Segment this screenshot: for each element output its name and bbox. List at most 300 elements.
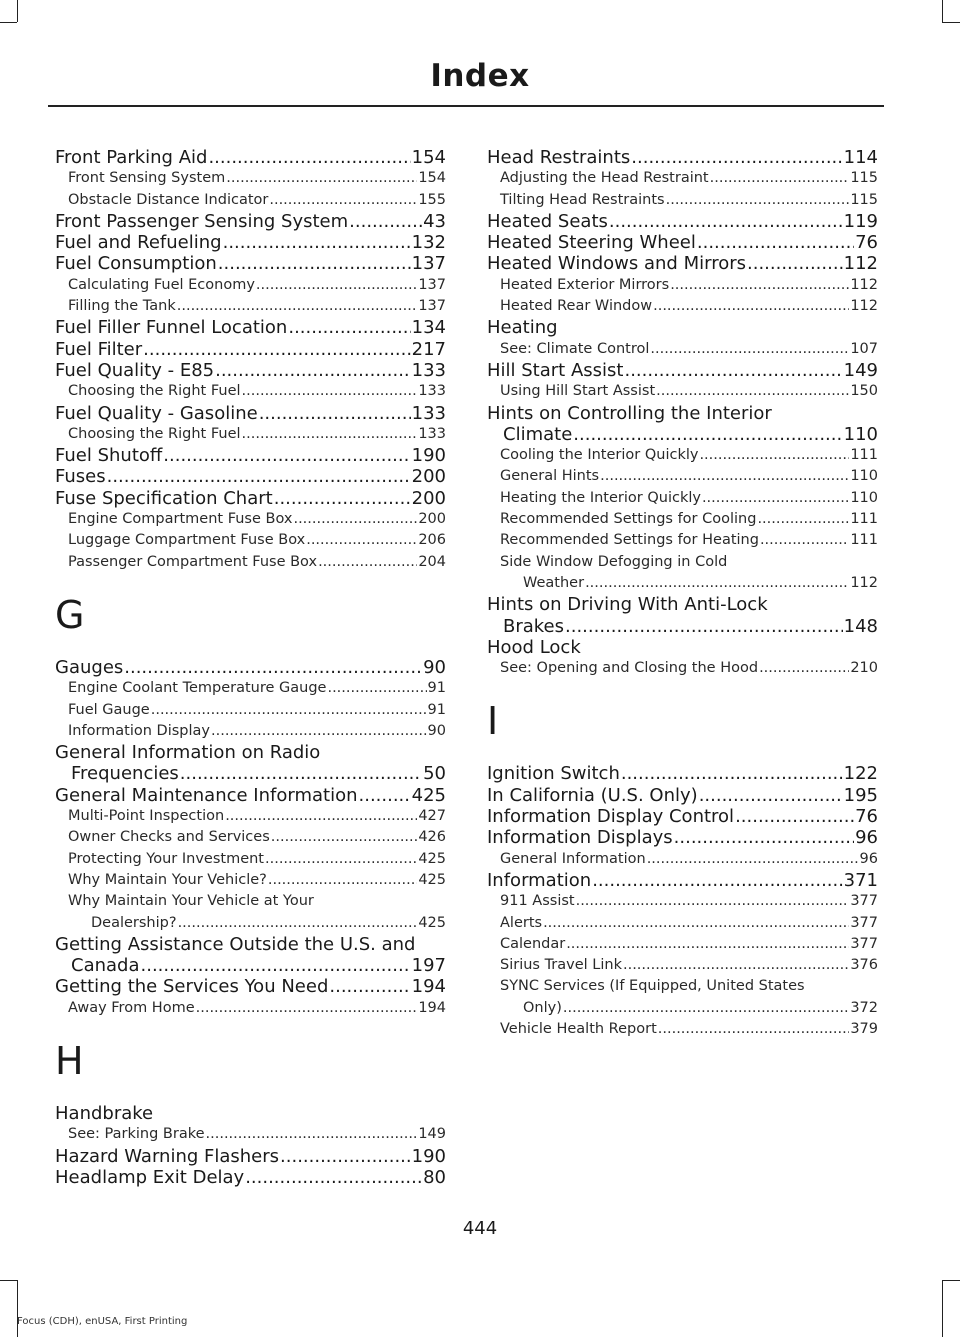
leader-dots	[180, 763, 422, 784]
entry-label: See: Parking Brake	[68, 1126, 205, 1143]
entry-page-number[interactable]: 372	[850, 999, 878, 1016]
entry-label: Hints on Driving With Anti-Lock	[487, 594, 768, 616]
entry-page-number[interactable]: 200	[411, 487, 446, 509]
entry-page-number[interactable]: 133	[411, 359, 446, 381]
leader-dots	[699, 785, 843, 806]
entry-label: Hints on Controlling the Interior	[487, 402, 772, 424]
entry-page-number[interactable]: 111	[850, 447, 878, 464]
index-subentry[interactable]	[487, 190, 878, 211]
entry-label: Fuel Shutoff	[55, 445, 163, 467]
entry-page-number[interactable]: 155	[418, 191, 446, 208]
index-subentry[interactable]	[55, 678, 446, 699]
leader-dots	[697, 232, 854, 253]
entry-label: Information	[487, 869, 592, 891]
entry-label: Away From Home	[68, 999, 195, 1016]
leader-dots	[271, 827, 418, 848]
entry-label: Fuel Filter	[55, 338, 143, 360]
entry-label: General Information	[500, 850, 646, 867]
entry-label: General Hints	[500, 468, 600, 485]
index-subentry[interactable]	[487, 530, 878, 551]
leader-dots	[274, 488, 411, 509]
entry-label: Fuse Specification Chart	[55, 487, 273, 509]
entry-label: Filling the Tank	[68, 298, 176, 315]
entry-page-number[interactable]: 377	[850, 893, 878, 910]
index-entry[interactable]	[487, 785, 878, 806]
entry-label: Fuel Consumption	[55, 253, 217, 275]
index-entry[interactable]	[55, 445, 446, 466]
entry-page-number[interactable]: 110	[850, 468, 878, 485]
entry-page-number[interactable]: 149	[843, 359, 878, 381]
entry-page-number[interactable]: 110	[843, 423, 878, 445]
index-subentry[interactable]	[487, 976, 878, 1019]
entry-label: Getting the Services You Need	[55, 976, 329, 998]
leader-dots	[306, 530, 417, 551]
entry-label: Heating	[487, 317, 558, 339]
entry-page-number[interactable]: 149	[418, 1126, 446, 1143]
index-entry[interactable]	[55, 317, 446, 338]
index-entry[interactable]	[487, 147, 878, 168]
leader-dots	[747, 253, 843, 274]
index-subentry[interactable]	[487, 849, 878, 870]
index-subentry[interactable]	[487, 1019, 878, 1040]
entry-page-number[interactable]: 96	[859, 850, 878, 867]
index-subentry[interactable]	[55, 891, 446, 934]
index-subentry[interactable]	[55, 296, 446, 317]
entry-page-number[interactable]: 425	[418, 871, 446, 888]
index-subentry[interactable]	[55, 1124, 446, 1145]
entry-page-number[interactable]: 115	[850, 170, 878, 187]
entry-page-number[interactable]: 190	[411, 445, 446, 467]
entry-label: Cooling the Interior Quickly	[500, 447, 699, 464]
entry-label-continued: Weather	[523, 574, 585, 591]
entry-page-number[interactable]: 427	[418, 808, 446, 825]
leader-dots	[268, 870, 417, 891]
entry-page-number[interactable]: 425	[418, 914, 446, 931]
leader-dots	[196, 998, 418, 1019]
index-subentry[interactable]	[55, 870, 446, 891]
entry-page-number[interactable]: 114	[843, 147, 878, 168]
index-entry[interactable]	[487, 211, 878, 232]
entry-label: Ignition Switch	[487, 763, 620, 785]
index-entry[interactable]	[55, 466, 446, 487]
entry-label: Heating the Interior Quickly	[500, 489, 701, 506]
entry-label: Recommended Settings for Heating	[500, 532, 759, 549]
entry-page-number[interactable]: 115	[850, 191, 878, 208]
entry-label: Using Hill Start Assist	[500, 383, 656, 400]
leader-dots	[647, 849, 859, 870]
leader-dots	[702, 488, 849, 509]
index-column-left	[55, 147, 446, 1188]
crop-mark	[942, 1280, 943, 1337]
entry-label: Hill Start Assist	[487, 359, 624, 381]
leader-dots	[757, 509, 849, 530]
index-entry[interactable]	[487, 403, 878, 446]
leader-dots	[600, 466, 849, 487]
index-subentry[interactable]	[55, 998, 446, 1019]
entry-label: Fuel Gauge	[68, 701, 150, 718]
index-subentry[interactable]	[55, 530, 446, 551]
entry-label: Fuses	[55, 466, 106, 488]
entry-label: Gauges	[55, 656, 124, 678]
entry-page-number[interactable]: 91	[427, 701, 446, 718]
entry-label: Fuel Filler Funnel Location	[55, 317, 288, 339]
entry-page-number[interactable]: 425	[418, 850, 446, 867]
leader-dots	[215, 360, 411, 381]
leader-dots	[674, 827, 854, 848]
index-section-letter: H	[55, 1038, 84, 1083]
index-subentry[interactable]	[487, 955, 878, 976]
entry-label: Getting Assistance Outside the U.S. and	[55, 933, 416, 955]
index-subentry[interactable]	[487, 381, 878, 402]
entry-page-number[interactable]: 50	[423, 763, 446, 785]
index-subentry[interactable]	[487, 466, 878, 487]
entry-page-number[interactable]: 200	[418, 511, 446, 528]
crop-mark	[942, 22, 960, 23]
leader-dots	[576, 891, 850, 912]
entry-page-number[interactable]: 80	[423, 1166, 446, 1188]
leader-dots	[592, 870, 842, 891]
index-entry[interactable]	[55, 1103, 446, 1124]
leader-dots	[107, 466, 411, 487]
entry-label: See: Opening and Closing the Hood	[500, 660, 759, 677]
leader-dots	[349, 211, 422, 232]
index-entry[interactable]	[55, 976, 446, 997]
entry-page-number[interactable]: 76	[855, 806, 878, 828]
leader-dots	[256, 275, 417, 296]
entry-page-number[interactable]: 194	[411, 976, 446, 998]
index-subentry[interactable]	[487, 509, 878, 530]
entry-label: Handbrake	[55, 1102, 154, 1124]
entry-label-continued: Brakes	[503, 615, 565, 637]
leader-dots	[211, 721, 427, 742]
entry-label-continued: Only)	[523, 999, 562, 1016]
entry-label: SYNC Services (If Equipped, United States	[500, 978, 805, 995]
entry-page-number[interactable]: 148	[843, 615, 878, 637]
entry-label: Information Display Control	[487, 806, 735, 828]
index-entry[interactable]	[55, 785, 446, 806]
entry-label: Alerts	[500, 914, 543, 931]
leader-dots	[218, 253, 411, 274]
entry-label: Heated Steering Wheel	[487, 232, 696, 254]
entry-label: Choosing the Right Fuel	[68, 425, 241, 442]
leader-dots	[245, 1167, 422, 1188]
index-subentry[interactable]	[487, 552, 878, 595]
entry-page-number[interactable]: 119	[843, 210, 878, 232]
leader-dots	[178, 913, 418, 934]
entry-page-number[interactable]: 112	[850, 298, 878, 315]
index-entry[interactable]	[55, 232, 446, 253]
index-entry[interactable]	[487, 594, 878, 637]
index-entry[interactable]	[487, 827, 878, 848]
leader-dots	[699, 445, 849, 466]
index-entry[interactable]	[55, 657, 446, 678]
index-entry[interactable]	[487, 806, 878, 827]
entry-page-number[interactable]: 190	[411, 1145, 446, 1167]
entry-page-number[interactable]: 379	[850, 1020, 878, 1037]
index-entry[interactable]	[55, 934, 446, 977]
index-subentry[interactable]	[55, 190, 446, 211]
entry-page-number[interactable]: 110	[850, 489, 878, 506]
entry-page-number[interactable]: 425	[411, 784, 446, 806]
entry-label: General Maintenance Information	[55, 784, 358, 806]
entry-label: Heated Rear Window	[500, 298, 653, 315]
footer-text: Focus (CDH), enUSA, First Printing	[17, 1316, 188, 1327]
entry-label: Heated Seats	[487, 210, 608, 232]
crop-mark	[0, 22, 17, 23]
index-column-right	[487, 147, 878, 1040]
entry-page-number[interactable]: 112	[850, 276, 878, 293]
entry-label: Fuel Quality - E85	[55, 359, 215, 381]
entry-label-continued: Frequencies	[71, 763, 179, 785]
leader-dots	[329, 976, 410, 997]
entry-label: Passenger Compartment Fuse Box	[68, 553, 318, 570]
leader-dots	[265, 849, 417, 870]
index-entry[interactable]	[55, 488, 446, 509]
leader-dots	[143, 339, 410, 360]
entry-label: Calendar	[500, 935, 566, 952]
entry-page-number[interactable]: 96	[855, 827, 878, 849]
entry-page-number[interactable]: 122	[843, 763, 878, 785]
entry-page-number[interactable]: 137	[418, 276, 446, 293]
leader-dots	[585, 573, 849, 594]
entry-label: Engine Compartment Fuse Box	[68, 511, 293, 528]
index-subentry[interactable]	[55, 552, 446, 573]
entry-page-number[interactable]: 154	[411, 147, 446, 168]
entry-label: Protecting Your Investment	[68, 850, 264, 867]
leader-dots	[658, 1019, 850, 1040]
entry-page-number[interactable]: 111	[850, 511, 878, 528]
entry-label-continued: Dealership?	[91, 914, 177, 931]
entry-page-number[interactable]: 43	[423, 210, 446, 232]
entry-label: Engine Coolant Temperature Gauge	[68, 680, 327, 697]
entry-page-number[interactable]: 377	[850, 935, 878, 952]
entry-label: See: Climate Control	[500, 340, 650, 357]
leader-dots	[259, 403, 411, 424]
entry-page-number[interactable]: 204	[418, 553, 446, 570]
entry-label: In California (U.S. Only)	[487, 784, 698, 806]
leader-dots	[141, 955, 411, 976]
index-subentry[interactable]	[55, 424, 446, 445]
index-subentry[interactable]	[487, 445, 878, 466]
entry-page-number[interactable]: 376	[850, 957, 878, 974]
leader-dots	[760, 530, 849, 551]
leader-dots	[566, 934, 849, 955]
index-entry[interactable]	[55, 360, 446, 381]
entry-label: Adjusting the Head Restraint	[500, 170, 709, 187]
entry-page-number[interactable]: 377	[850, 914, 878, 931]
index-subentry[interactable]	[487, 275, 878, 296]
entry-page-number[interactable]: 217	[411, 338, 446, 360]
leader-dots	[653, 296, 849, 317]
leader-dots	[293, 509, 417, 530]
leader-dots	[177, 296, 418, 317]
leader-dots	[543, 913, 849, 934]
leader-dots	[208, 147, 410, 168]
entry-page-number[interactable]: 112	[843, 253, 878, 275]
index-subentry[interactable]	[55, 509, 446, 530]
entry-page-number[interactable]: 132	[411, 232, 446, 254]
leader-dots	[206, 1124, 418, 1145]
index-entry[interactable]	[55, 211, 446, 232]
leader-dots	[563, 998, 849, 1019]
leader-dots	[565, 616, 843, 637]
entry-page-number[interactable]: 91	[427, 680, 446, 697]
page-title: Index	[430, 58, 530, 94]
leader-dots	[163, 445, 410, 466]
leader-dots	[151, 700, 427, 721]
index-entry[interactable]	[487, 870, 878, 891]
entry-page-number[interactable]: 206	[418, 532, 446, 549]
entry-page-number[interactable]: 76	[855, 232, 878, 254]
index-entry[interactable]	[55, 403, 446, 424]
index-entry[interactable]	[55, 339, 446, 360]
entry-label: Why Maintain Your Vehicle at Your	[68, 893, 314, 910]
index-subentry[interactable]	[55, 806, 446, 827]
index-subentry[interactable]	[55, 700, 446, 721]
leader-dots	[710, 168, 850, 189]
entry-page-number[interactable]: 137	[411, 253, 446, 275]
leader-dots	[242, 424, 418, 445]
leader-dots	[242, 381, 418, 402]
entry-page-number[interactable]: 197	[411, 955, 446, 977]
index-subentry[interactable]	[55, 381, 446, 402]
entry-label: Front Passenger Sensing System	[55, 210, 349, 232]
index-entry[interactable]	[487, 360, 878, 381]
entry-page-number[interactable]: 200	[411, 466, 446, 488]
entry-page-number[interactable]: 90	[427, 722, 446, 739]
index-subentry[interactable]	[55, 721, 446, 742]
entry-label: Information Displays	[487, 827, 673, 849]
entry-label: Sirius Travel Link	[500, 957, 622, 974]
entry-label: Owner Checks and Services	[68, 829, 270, 846]
entry-page-number[interactable]: 371	[843, 869, 878, 891]
index-subentry[interactable]	[55, 275, 446, 296]
entry-label: Fuel and Refueling	[55, 232, 222, 254]
leader-dots	[225, 806, 417, 827]
entry-label: Hood Lock	[487, 636, 581, 658]
index-entry[interactable]	[55, 1146, 446, 1167]
crop-mark	[942, 1280, 960, 1281]
leader-dots	[288, 317, 410, 338]
crop-mark	[17, 1280, 18, 1337]
leader-dots	[656, 381, 849, 402]
entry-label: Tilting Head Restraints	[500, 191, 665, 208]
entry-label: Heated Windows and Mirrors	[487, 253, 746, 275]
leader-dots	[621, 763, 843, 784]
leader-dots	[226, 168, 417, 189]
index-subentry[interactable]	[55, 168, 446, 189]
entry-page-number[interactable]: 133	[418, 383, 446, 400]
leader-dots	[666, 190, 850, 211]
index-entry[interactable]	[55, 253, 446, 274]
entry-label: Heated Exterior Mirrors	[500, 276, 670, 293]
entry-label: General Information on Radio	[55, 742, 321, 764]
entry-label: Headlamp Exit Delay	[55, 1166, 245, 1188]
index-entry[interactable]	[487, 763, 878, 784]
leader-dots	[670, 275, 849, 296]
index-entry[interactable]	[487, 637, 878, 658]
entry-label: Vehicle Health Report	[500, 1020, 657, 1037]
entry-page-number[interactable]: 194	[418, 999, 446, 1016]
leader-dots	[223, 232, 411, 253]
entry-label-continued: Climate	[503, 423, 573, 445]
entry-page-number[interactable]: 112	[850, 574, 878, 591]
index-subentry[interactable]	[487, 891, 878, 912]
crop-mark	[942, 0, 943, 22]
index-subentry[interactable]	[55, 849, 446, 870]
entry-page-number[interactable]: 150	[850, 383, 878, 400]
leader-dots	[624, 360, 842, 381]
index-subentry[interactable]	[487, 913, 878, 934]
leader-dots	[327, 678, 426, 699]
leader-dots	[359, 785, 411, 806]
entry-label: Why Maintain Your Vehicle?	[68, 871, 267, 888]
leader-dots	[280, 1146, 411, 1167]
entry-label: Information Display	[68, 722, 210, 739]
entry-label: Calculating Fuel Economy	[68, 276, 255, 293]
entry-page-number[interactable]: 154	[418, 170, 446, 187]
entry-page-number[interactable]: 90	[423, 656, 446, 678]
index-subentry[interactable]	[487, 168, 878, 189]
header-divider	[48, 105, 884, 107]
leader-dots	[573, 424, 842, 445]
page-number: 444	[462, 1218, 498, 1239]
entry-page-number[interactable]: 426	[418, 829, 446, 846]
leader-dots	[650, 339, 849, 360]
leader-dots	[623, 955, 849, 976]
index-subentry[interactable]	[487, 339, 878, 360]
index-section-letter: I	[487, 699, 499, 744]
entry-label: Side Window Defogging in Cold	[500, 553, 728, 570]
leader-dots	[318, 552, 417, 573]
crop-mark	[17, 0, 18, 22]
entry-page-number[interactable]: 133	[418, 425, 446, 442]
index-entry[interactable]	[487, 253, 878, 274]
entry-label: Fuel Quality - Gasoline	[55, 402, 258, 424]
leader-dots	[269, 190, 417, 211]
entry-page-number[interactable]: 210	[850, 660, 878, 677]
entry-label: 911 Assist	[500, 893, 575, 910]
index-subentry[interactable]	[55, 827, 446, 848]
entry-page-number[interactable]: 195	[843, 784, 878, 806]
entry-page-number[interactable]: 134	[411, 317, 446, 339]
leader-dots	[609, 211, 843, 232]
entry-label: Front Parking Aid	[55, 147, 208, 168]
entry-label: Front Sensing System	[68, 170, 226, 187]
entry-page-number[interactable]: 133	[411, 402, 446, 424]
entry-page-number[interactable]: 107	[850, 340, 878, 357]
index-subentry[interactable]	[487, 658, 878, 679]
index-entry[interactable]	[55, 742, 446, 785]
leader-dots	[124, 657, 422, 678]
index-entry[interactable]	[487, 317, 878, 338]
index-entry[interactable]	[487, 232, 878, 253]
entry-label: Hazard Warning Flashers	[55, 1145, 280, 1167]
entry-label: Luggage Compartment Fuse Box	[68, 532, 306, 549]
index-subentry[interactable]	[487, 488, 878, 509]
index-subentry[interactable]	[487, 934, 878, 955]
index-section-letter: G	[55, 592, 85, 637]
leader-dots	[759, 658, 849, 679]
index-entry[interactable]	[55, 1167, 446, 1188]
leader-dots	[631, 147, 842, 168]
leader-dots	[735, 806, 854, 827]
entry-label: Choosing the Right Fuel	[68, 383, 241, 400]
entry-page-number[interactable]: 111	[850, 532, 878, 549]
index-entry[interactable]	[55, 147, 446, 168]
entry-page-number[interactable]: 137	[418, 298, 446, 315]
index-subentry[interactable]	[487, 296, 878, 317]
